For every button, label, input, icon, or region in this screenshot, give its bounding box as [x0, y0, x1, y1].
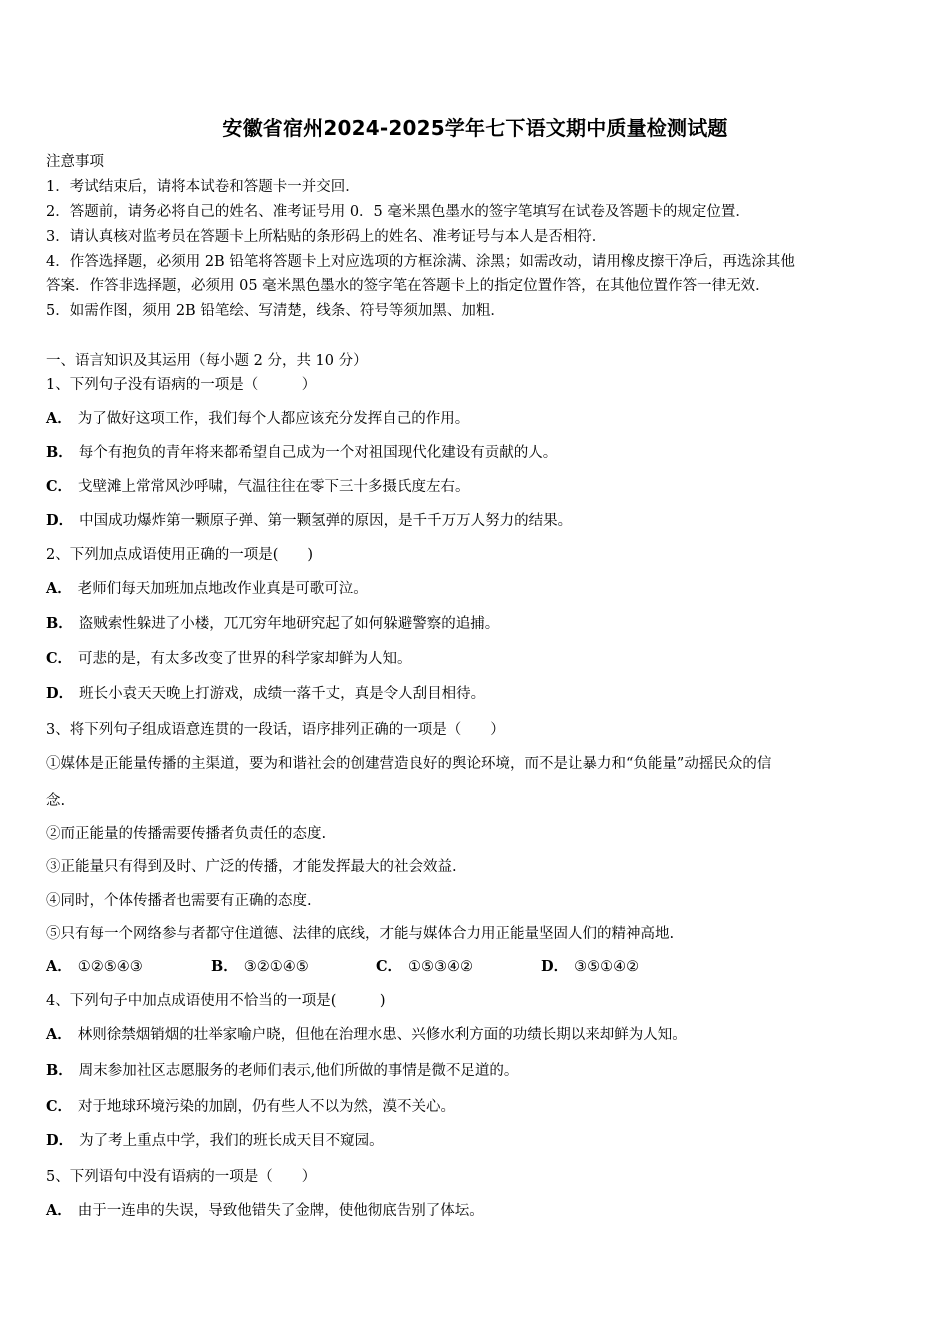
option — [211, 957, 376, 977]
page-title: 安徽省宿州2024-2025学年七下语文期中质量检测试题 — [222, 116, 728, 140]
option-text: 盗贼索性躲进了小楼，兀兀穷年地研究起了如何躲避警察的追捕。 — [78, 616, 500, 632]
option-text: 对于地球环境污染的加剧，仍有些人不以为然，漠不关心。 — [78, 1099, 456, 1115]
option-label: B． — [46, 615, 73, 632]
option — [46, 649, 412, 669]
option — [46, 1201, 484, 1221]
option-text: 林则徐禁烟销烟的壮举家喻户晓，但他在治理水患、兴修水利方面的功绩长期以来却鲜为人知。 — [77, 1027, 687, 1043]
option-label: C． — [46, 478, 73, 495]
option-label: D． — [541, 958, 569, 975]
option — [46, 1061, 518, 1081]
sentence: ②而正能量的传播需要传播者负责任的态度. — [46, 826, 327, 842]
sentence: ⑤只有每一个网络参与者都守住道德、法律的底线，才能与媒体合力用正能量坚固人们的精神高地. — [46, 926, 675, 942]
option — [46, 684, 485, 704]
sentence: ④同时，个体传播者也需要有正确的态度. — [46, 893, 312, 909]
option-label: A． — [46, 410, 72, 427]
option-label: D． — [46, 512, 74, 529]
notice-item: 1．考试结束后，请将本试卷和答题卡一并交回． — [46, 179, 360, 195]
option — [46, 477, 470, 497]
option-text: 戈壁滩上常常风沙呼啸，气温往往在零下三十多摄氏度左右。 — [78, 479, 470, 495]
option — [46, 409, 469, 429]
option-text: 为了考上重点中学，我们的班长成天目不窥园。 — [79, 1133, 384, 1149]
option-text: 班长小袁天天晚上打游戏，成绩一落千丈，真是令人刮目相待。 — [79, 686, 486, 702]
option-text: ③②①④⑤ — [243, 959, 309, 975]
notice-item: 答案．作答非选择题，必须用 05 毫米黑色墨水的签字笔在答题卡上的指定位置作答，在其他位置作答一律无效． — [46, 278, 770, 294]
option — [46, 1131, 384, 1151]
option-label: A． — [46, 1026, 72, 1043]
question-stem: 4、下列句子中加点成语使用不恰当的一项是( ) — [46, 993, 386, 1009]
option-text: ③⑤①④② — [574, 959, 640, 975]
notice-heading: 注意事项 — [46, 154, 104, 170]
option-text: 周末参加社区志愿服务的老师们表示,他们所做的事情是微不足道的。 — [78, 1063, 519, 1079]
option-label: C． — [376, 958, 403, 975]
option-text: 中国成功爆炸第一颗原子弹、第一颗氢弹的原因，是千千万万人努力的结果。 — [79, 513, 573, 529]
option — [376, 957, 541, 977]
option-text: 可悲的是，有太多改变了世界的科学家却鲜为人知。 — [78, 651, 412, 667]
option — [46, 579, 368, 599]
question-stem: 5、下列语句中没有语病的一项是（ ） — [46, 1169, 317, 1185]
sentence: 念. — [46, 793, 66, 809]
notice-item: 4．作答选择题，必须用 2B 铅笔将答题卡上对应选项的方框涂满、涂黑；如需改动，请用橡皮擦干净后，再选涂其他 — [46, 254, 795, 270]
option-label: B． — [211, 958, 238, 975]
option-row — [46, 957, 706, 977]
option-label: A． — [46, 580, 72, 597]
notice-item: 5．如需作图，须用 2B 铅笔绘、写清楚，线条、符号等须加黑、加粗． — [46, 303, 505, 319]
notice-item: 2．答题前，请务必将自己的姓名、准考证号用 0．5 毫米黑色墨水的签字笔填写在试卷及答题卡的规定位置． — [46, 204, 750, 220]
option-text: 每个有抱负的青年将来都希望自己成为一个对祖国现代化建设有贡献的人。 — [78, 445, 558, 461]
option — [46, 443, 557, 463]
sentence: ①媒体是正能量传播的主渠道，要为和谐社会的创建营造良好的舆论环境，而不是让暴力和“负能量”动摇民众的信 — [46, 756, 772, 772]
option-label: B． — [46, 444, 73, 461]
option-label: C． — [46, 1098, 73, 1115]
option-label: D． — [46, 685, 74, 702]
option-text: 由于一连串的失误，导致他错失了金牌，使他彻底告别了体坛。 — [77, 1203, 484, 1219]
option-text: ①⑤③④② — [408, 959, 474, 975]
option — [46, 1097, 455, 1117]
option — [46, 614, 499, 634]
option — [541, 957, 706, 977]
section-heading: 一、语言知识及其运用（每小题 2 分，共 10 分） — [46, 353, 368, 369]
option — [46, 957, 211, 977]
question-stem: 2、下列加点成语使用正确的一项是( ) — [46, 547, 314, 563]
question-stem: 1、下列句子没有语病的一项是（ ） — [46, 377, 317, 393]
option-text: 为了做好这项工作，我们每个人都应该充分发挥自己的作用。 — [77, 411, 470, 427]
notice-item: 3．请认真核对监考员在答题卡上所粘贴的条形码上的姓名、准考证号与本人是否相符． — [46, 229, 607, 245]
question-stem: 3、将下列句子组成语意连贯的一段话，语序排列正确的一项是（ ） — [46, 722, 505, 738]
option-label: A． — [46, 1202, 72, 1219]
sentence: ③正能量只有得到及时、广泛的传播，才能发挥最大的社会效益. — [46, 859, 457, 875]
option-text: 老师们每天加班加点地改作业真是可歌可泣。 — [77, 581, 368, 597]
option — [46, 511, 572, 531]
option-label: D． — [46, 1132, 74, 1149]
option-text: ①②⑤④③ — [77, 959, 143, 975]
option-label: B． — [46, 1062, 73, 1079]
option — [46, 1025, 687, 1045]
option-label: A． — [46, 958, 72, 975]
option-label: C． — [46, 650, 73, 667]
